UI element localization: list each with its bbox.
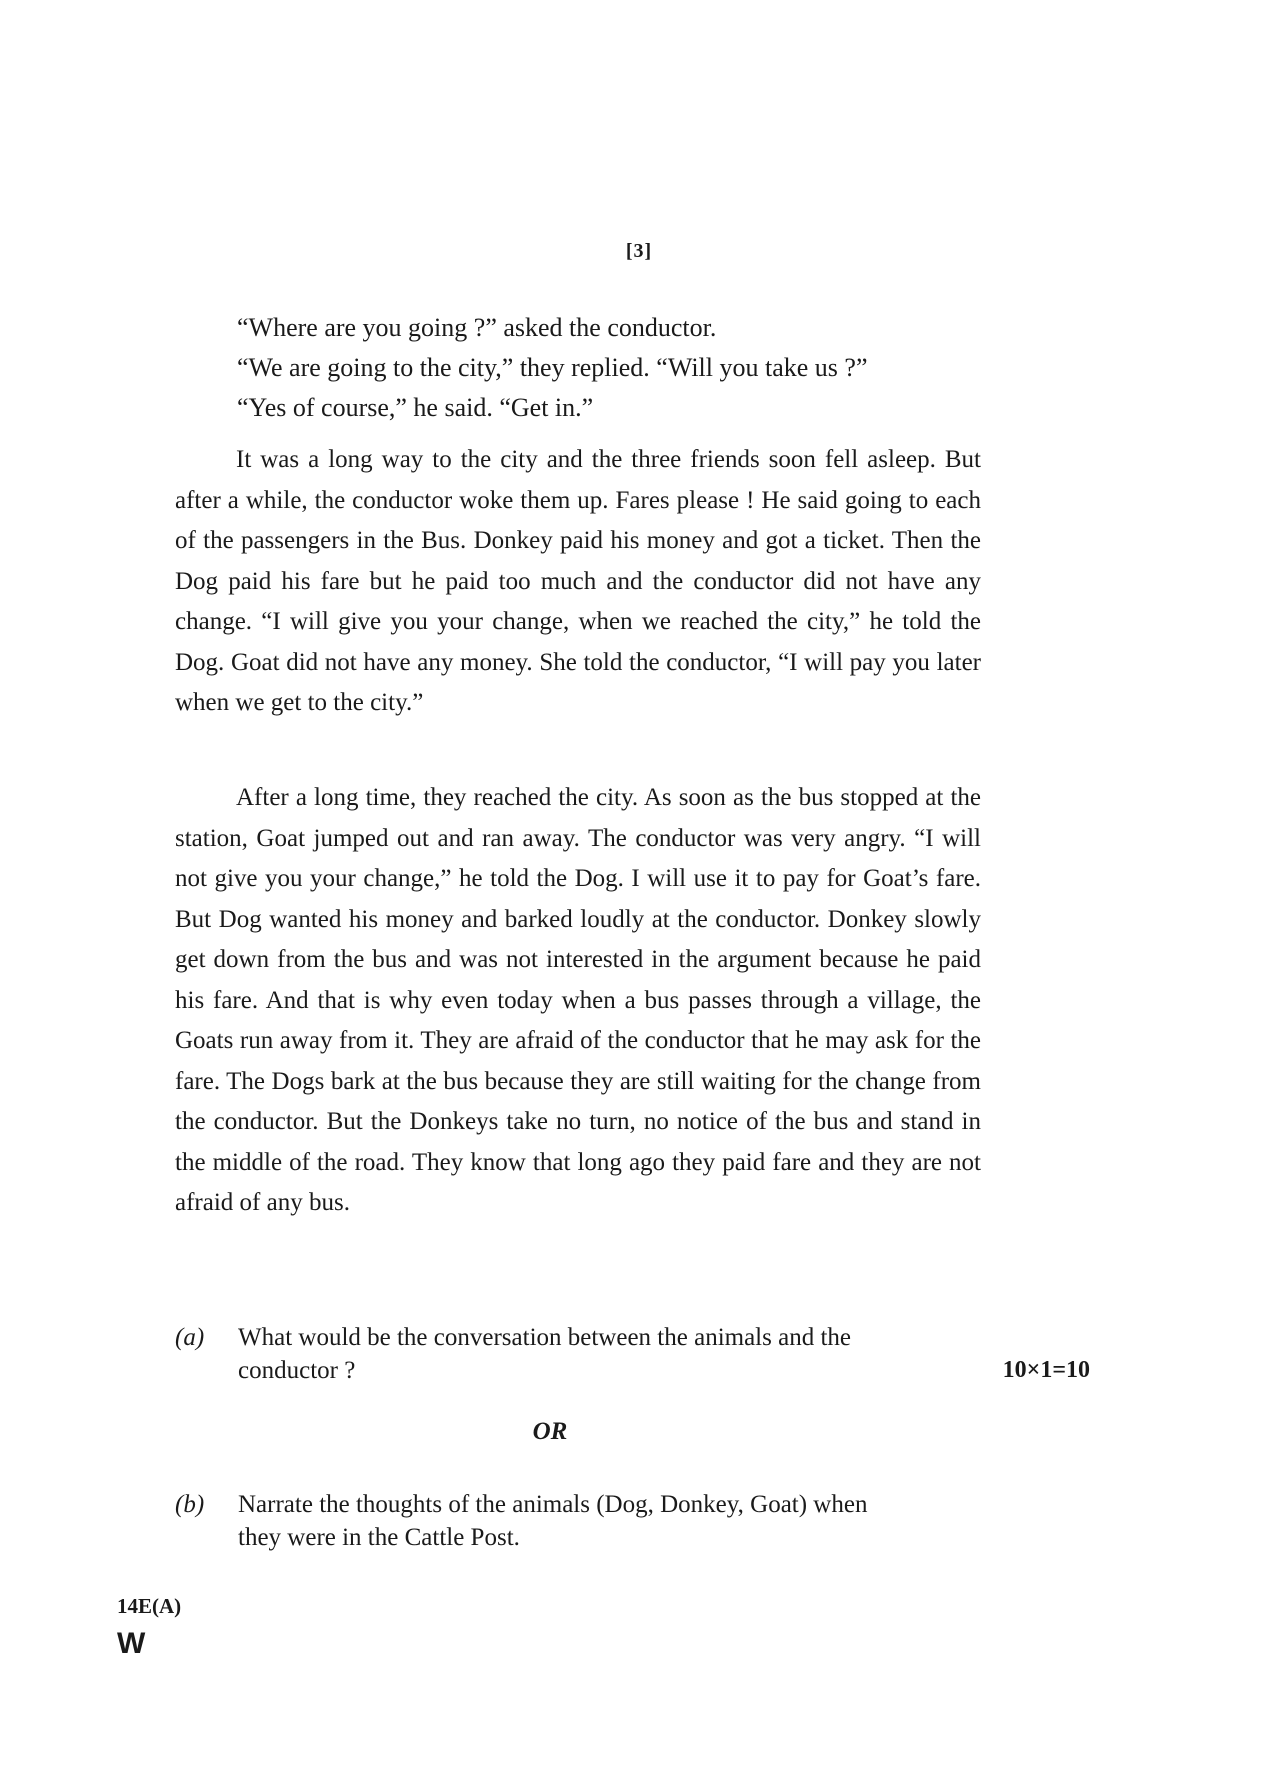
page-number: [3] (625, 240, 653, 262)
question-text: What would be the conversation between the animals and the conductor ? (238, 1324, 851, 1384)
paper-code: 14E(A) (117, 1594, 182, 1618)
dialogue-line: “We are going to the city,” they replied. “Will you take us ?” (237, 353, 868, 382)
question-label: (a) (175, 1324, 205, 1351)
passage-paragraph: It was a long way to the city and the three friends soon fell asleep. But after a while, the conductor woke them up. Fares please ! He said going to each of the passengers in the Bus. Donkey paid his money and got a ticket. Then the Dog paid his fare but he paid too much and the conductor did not have any change. “I will give you your change, when we reached the city,” he told the Dog. Goat did not have any money. She told the conductor, “I will pay you later when we get to the city.” (175, 446, 981, 716)
paper-series: W (117, 1627, 146, 1660)
marks-allocation: 10×1=10 (1002, 1357, 1090, 1383)
dialogue-line: “Where are you going ?” asked the conductor. (237, 313, 717, 342)
dialogue-line: “Yes of course,” he said. “Get in.” (237, 393, 594, 422)
question-label: (b) (175, 1491, 205, 1518)
passage-dialogue (237, 308, 1037, 428)
or-divider: OR (532, 1418, 568, 1445)
question-text: Narrate the thoughts of the animals (Dog, Donkey, Goat) when they were in the Cattle Post. (238, 1491, 868, 1551)
passage-paragraph: After a long time, they reached the city. As soon as the bus stopped at the station, Goat jumped out and ran away. The conductor was very angry. “I will not give you your change,” he told the Dog. I will use it to pay for Goat’s fare. But Dog wanted his money and barked loudly at the conductor. Donkey slowly get down from the bus and was not interested in the argument because he paid his fare. And that is why even today when a bus passes through a village, the Goats run away from it. They are afraid of the conductor that he may ask for the fare. The Dogs bark at the bus because they are still waiting for the change from the conductor. But the Donkeys take no turn, no notice of the bus and stand in the middle of the road. They know that long ago they paid fare and they are not afraid of any bus. (175, 784, 981, 1216)
